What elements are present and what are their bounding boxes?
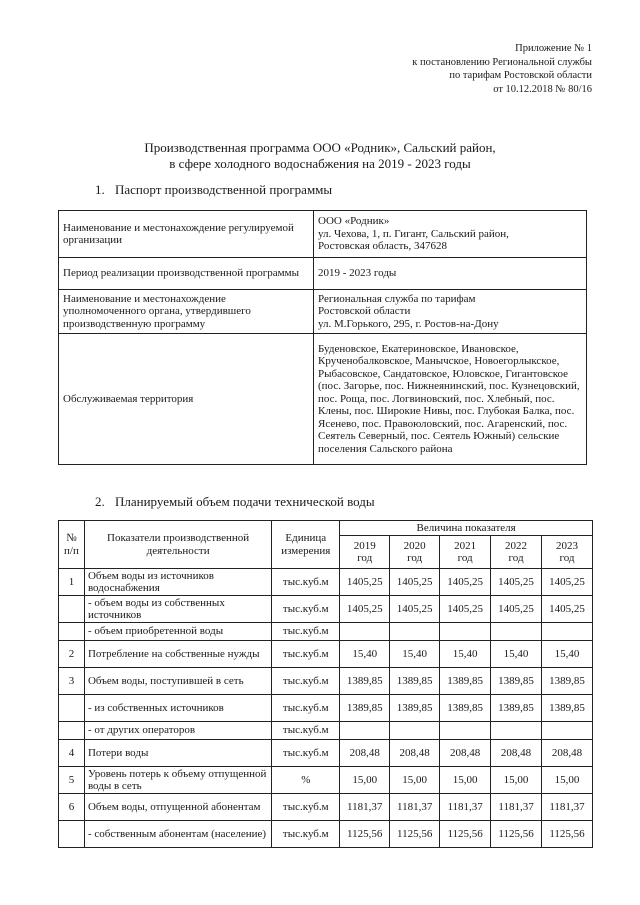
header-value-group: Величина показателя xyxy=(340,521,593,536)
appendix-line: Приложение № 1 xyxy=(515,43,592,54)
row-value: 208,48 xyxy=(390,740,440,767)
row-number: 2 xyxy=(59,641,85,668)
row-value: 1389,85 xyxy=(340,695,390,722)
section-heading-passport xyxy=(95,182,332,198)
row-value: 1405,25 xyxy=(440,596,491,623)
row-unit: тыс.куб.м xyxy=(272,821,340,848)
title-line: в сфере холодного водоснабжения на 2019 - 2023 годы xyxy=(169,156,471,171)
passport-value xyxy=(314,290,587,334)
row-value: 1405,25 xyxy=(390,596,440,623)
header-year: 2021 год xyxy=(440,536,491,569)
document-title xyxy=(0,140,640,172)
row-value xyxy=(340,623,390,641)
row-value: 1181,37 xyxy=(340,794,390,821)
row-value: 1125,56 xyxy=(340,821,390,848)
row-indicator: Потери воды xyxy=(84,740,271,767)
row-indicator: - от других операторов xyxy=(84,722,271,740)
row-unit: тыс.куб.м xyxy=(272,569,340,596)
section-heading-volume xyxy=(95,494,375,510)
row-indicator: Уровень потерь к объему отпущенной воды в сеть xyxy=(84,767,271,794)
row-unit: тыс.куб.м xyxy=(272,641,340,668)
row-value: 1125,56 xyxy=(542,821,593,848)
row-number xyxy=(59,596,85,623)
passport-label: Наименование и местонахождение уполномоченного органа, утвердившего производственную программу xyxy=(59,290,314,334)
row-indicator: Объем воды, поступившей в сеть xyxy=(84,668,271,695)
table-row xyxy=(59,821,593,848)
row-value xyxy=(440,623,491,641)
value-line: Ростовской области xyxy=(318,305,411,318)
section-title: Планируемый объем подачи технической воды xyxy=(115,494,375,509)
row-value xyxy=(542,623,593,641)
volume-table xyxy=(58,520,593,848)
row-value: 1389,85 xyxy=(491,668,542,695)
row-value xyxy=(340,722,390,740)
header-year: 2023 год xyxy=(542,536,593,569)
table-row xyxy=(59,596,593,623)
passport-table xyxy=(58,210,587,465)
row-unit: тыс.куб.м xyxy=(272,794,340,821)
table-row xyxy=(59,740,593,767)
table-row xyxy=(59,722,593,740)
row-value: 1405,25 xyxy=(491,569,542,596)
row-unit: тыс.куб.м xyxy=(272,695,340,722)
row-unit: тыс.куб.м xyxy=(272,722,340,740)
row-value xyxy=(491,623,542,641)
row-value: 1389,85 xyxy=(340,668,390,695)
passport-label: Наименование и местонахождение регулируемой организации xyxy=(59,211,314,258)
row-value: 1405,25 xyxy=(340,569,390,596)
value-line: 2019 - 2023 годы xyxy=(318,267,397,280)
passport-value xyxy=(314,211,587,258)
appendix-line: от 10.12.2018 № 80/16 xyxy=(493,83,592,95)
row-indicator: Потребление на собственные нужды xyxy=(84,641,271,668)
row-indicator: - из собственных источников xyxy=(84,695,271,722)
passport-value: Буденовское, Екатериновское, Ивановское, Крученобалковское, Манычское, Новоегорлыкское, Рыбасовское, Сандатовское, Юловское, Гигантовское (пос. Загорье, пос. Нижнеянинский, пос. Кузнецовский, пос. Роща, пос. Логвиновский, пос. Хлебный, пос. Клены, пос. Широкие Нивы, пос. Глубокая Балка, пос. Ясенево, пос. Правоюловский, пос. Агаренский, пос. Сеятель Северный, пос. Сеятель Южный) сельские поселения Сальского района xyxy=(314,334,587,465)
table-row xyxy=(59,258,587,290)
row-value: 1181,37 xyxy=(542,794,593,821)
row-value: 1405,25 xyxy=(491,596,542,623)
section-number: 1. xyxy=(95,182,105,197)
row-number xyxy=(59,695,85,722)
row-value xyxy=(440,722,491,740)
passport-value xyxy=(314,258,587,290)
row-value: 1405,25 xyxy=(390,569,440,596)
row-unit: тыс.куб.м xyxy=(272,596,340,623)
appendix-line: по тарифам Ростовской области xyxy=(449,70,592,81)
row-value: 1181,37 xyxy=(390,794,440,821)
section-number: 2. xyxy=(95,494,105,509)
row-number xyxy=(59,821,85,848)
row-number: 4 xyxy=(59,740,85,767)
value-line: ул. Чехова, 1, п. Гигант, Сальский район, xyxy=(318,227,509,240)
row-value: 208,48 xyxy=(440,740,491,767)
row-value: 15,40 xyxy=(542,641,593,668)
row-number: 3 xyxy=(59,668,85,695)
table-row xyxy=(59,668,593,695)
passport-label: Период реализации производственной программы xyxy=(59,258,314,290)
row-indicator: - собственным абонентам (население) xyxy=(84,821,271,848)
row-value: 1125,56 xyxy=(491,821,542,848)
row-indicator: Объем воды из источников водоснабжения xyxy=(84,569,271,596)
header-year: 2019 год xyxy=(340,536,390,569)
header-year: 2022 год xyxy=(491,536,542,569)
table-row xyxy=(59,767,593,794)
section-title: Паспорт производственной программы xyxy=(115,182,333,197)
row-value: 15,00 xyxy=(542,767,593,794)
row-unit: % xyxy=(272,767,340,794)
appendix-line: к постановлению Региональной службы xyxy=(412,56,592,68)
row-value: 15,40 xyxy=(491,641,542,668)
header-year: 2020 год xyxy=(390,536,440,569)
row-value: 1389,85 xyxy=(440,695,491,722)
row-number xyxy=(59,623,85,641)
row-value: 1405,25 xyxy=(440,569,491,596)
table-row xyxy=(59,211,587,258)
row-value: 15,00 xyxy=(440,767,491,794)
row-number: 6 xyxy=(59,794,85,821)
row-number xyxy=(59,722,85,740)
appendix-block xyxy=(412,42,592,96)
header-num: № п/п xyxy=(59,521,85,569)
table-row xyxy=(59,569,593,596)
row-unit: тыс.куб.м xyxy=(272,740,340,767)
passport-label: Обслуживаемая территория xyxy=(59,334,314,465)
row-value: 208,48 xyxy=(340,740,390,767)
table-row xyxy=(59,695,593,722)
row-number: 5 xyxy=(59,767,85,794)
row-value: 1389,85 xyxy=(440,668,491,695)
header-indicator: Показатели производственной деятельности xyxy=(84,521,271,569)
row-value: 15,40 xyxy=(340,641,390,668)
table-row xyxy=(59,334,587,465)
value-line: Ростовская область, 347628 xyxy=(318,240,447,253)
row-number: 1 xyxy=(59,569,85,596)
row-value: 1389,85 xyxy=(390,695,440,722)
row-value: 1405,25 xyxy=(542,596,593,623)
row-value: 1389,85 xyxy=(542,668,593,695)
row-indicator: Объем воды, отпущенной абонентам xyxy=(84,794,271,821)
title-line: Производственная программа ООО «Родник», Сальский район, xyxy=(144,140,496,155)
header-unit: Единица измерения xyxy=(272,521,340,569)
row-value xyxy=(491,722,542,740)
row-value xyxy=(390,623,440,641)
row-value: 1125,56 xyxy=(390,821,440,848)
table-row xyxy=(59,641,593,668)
row-value: 1181,37 xyxy=(440,794,491,821)
row-value xyxy=(542,722,593,740)
table-row xyxy=(59,623,593,641)
row-value: 1389,85 xyxy=(491,695,542,722)
value-line: ООО «Родник» xyxy=(318,215,390,228)
row-unit: тыс.куб.м xyxy=(272,623,340,641)
row-value: 15,00 xyxy=(390,767,440,794)
row-value: 208,48 xyxy=(491,740,542,767)
row-value: 1389,85 xyxy=(390,668,440,695)
table-row xyxy=(59,290,587,334)
row-unit: тыс.куб.м xyxy=(272,668,340,695)
row-value: 208,48 xyxy=(542,740,593,767)
value-line: ул. М.Горького, 295, г. Ростов-на-Дону xyxy=(318,317,499,330)
row-value: 15,00 xyxy=(491,767,542,794)
row-value: 1405,25 xyxy=(542,569,593,596)
value-line: Региональная служба по тарифам xyxy=(318,292,476,305)
row-value: 15,00 xyxy=(340,767,390,794)
row-indicator: - объем воды из собственных источников xyxy=(84,596,271,623)
row-value: 1405,25 xyxy=(340,596,390,623)
row-value: 1181,37 xyxy=(491,794,542,821)
row-value xyxy=(390,722,440,740)
row-value: 15,40 xyxy=(390,641,440,668)
row-indicator: - объем приобретенной воды xyxy=(84,623,271,641)
table-header-row xyxy=(59,521,593,536)
volume-table-body xyxy=(59,569,593,848)
row-value: 15,40 xyxy=(440,641,491,668)
row-value: 1389,85 xyxy=(542,695,593,722)
table-row xyxy=(59,794,593,821)
row-value: 1125,56 xyxy=(440,821,491,848)
